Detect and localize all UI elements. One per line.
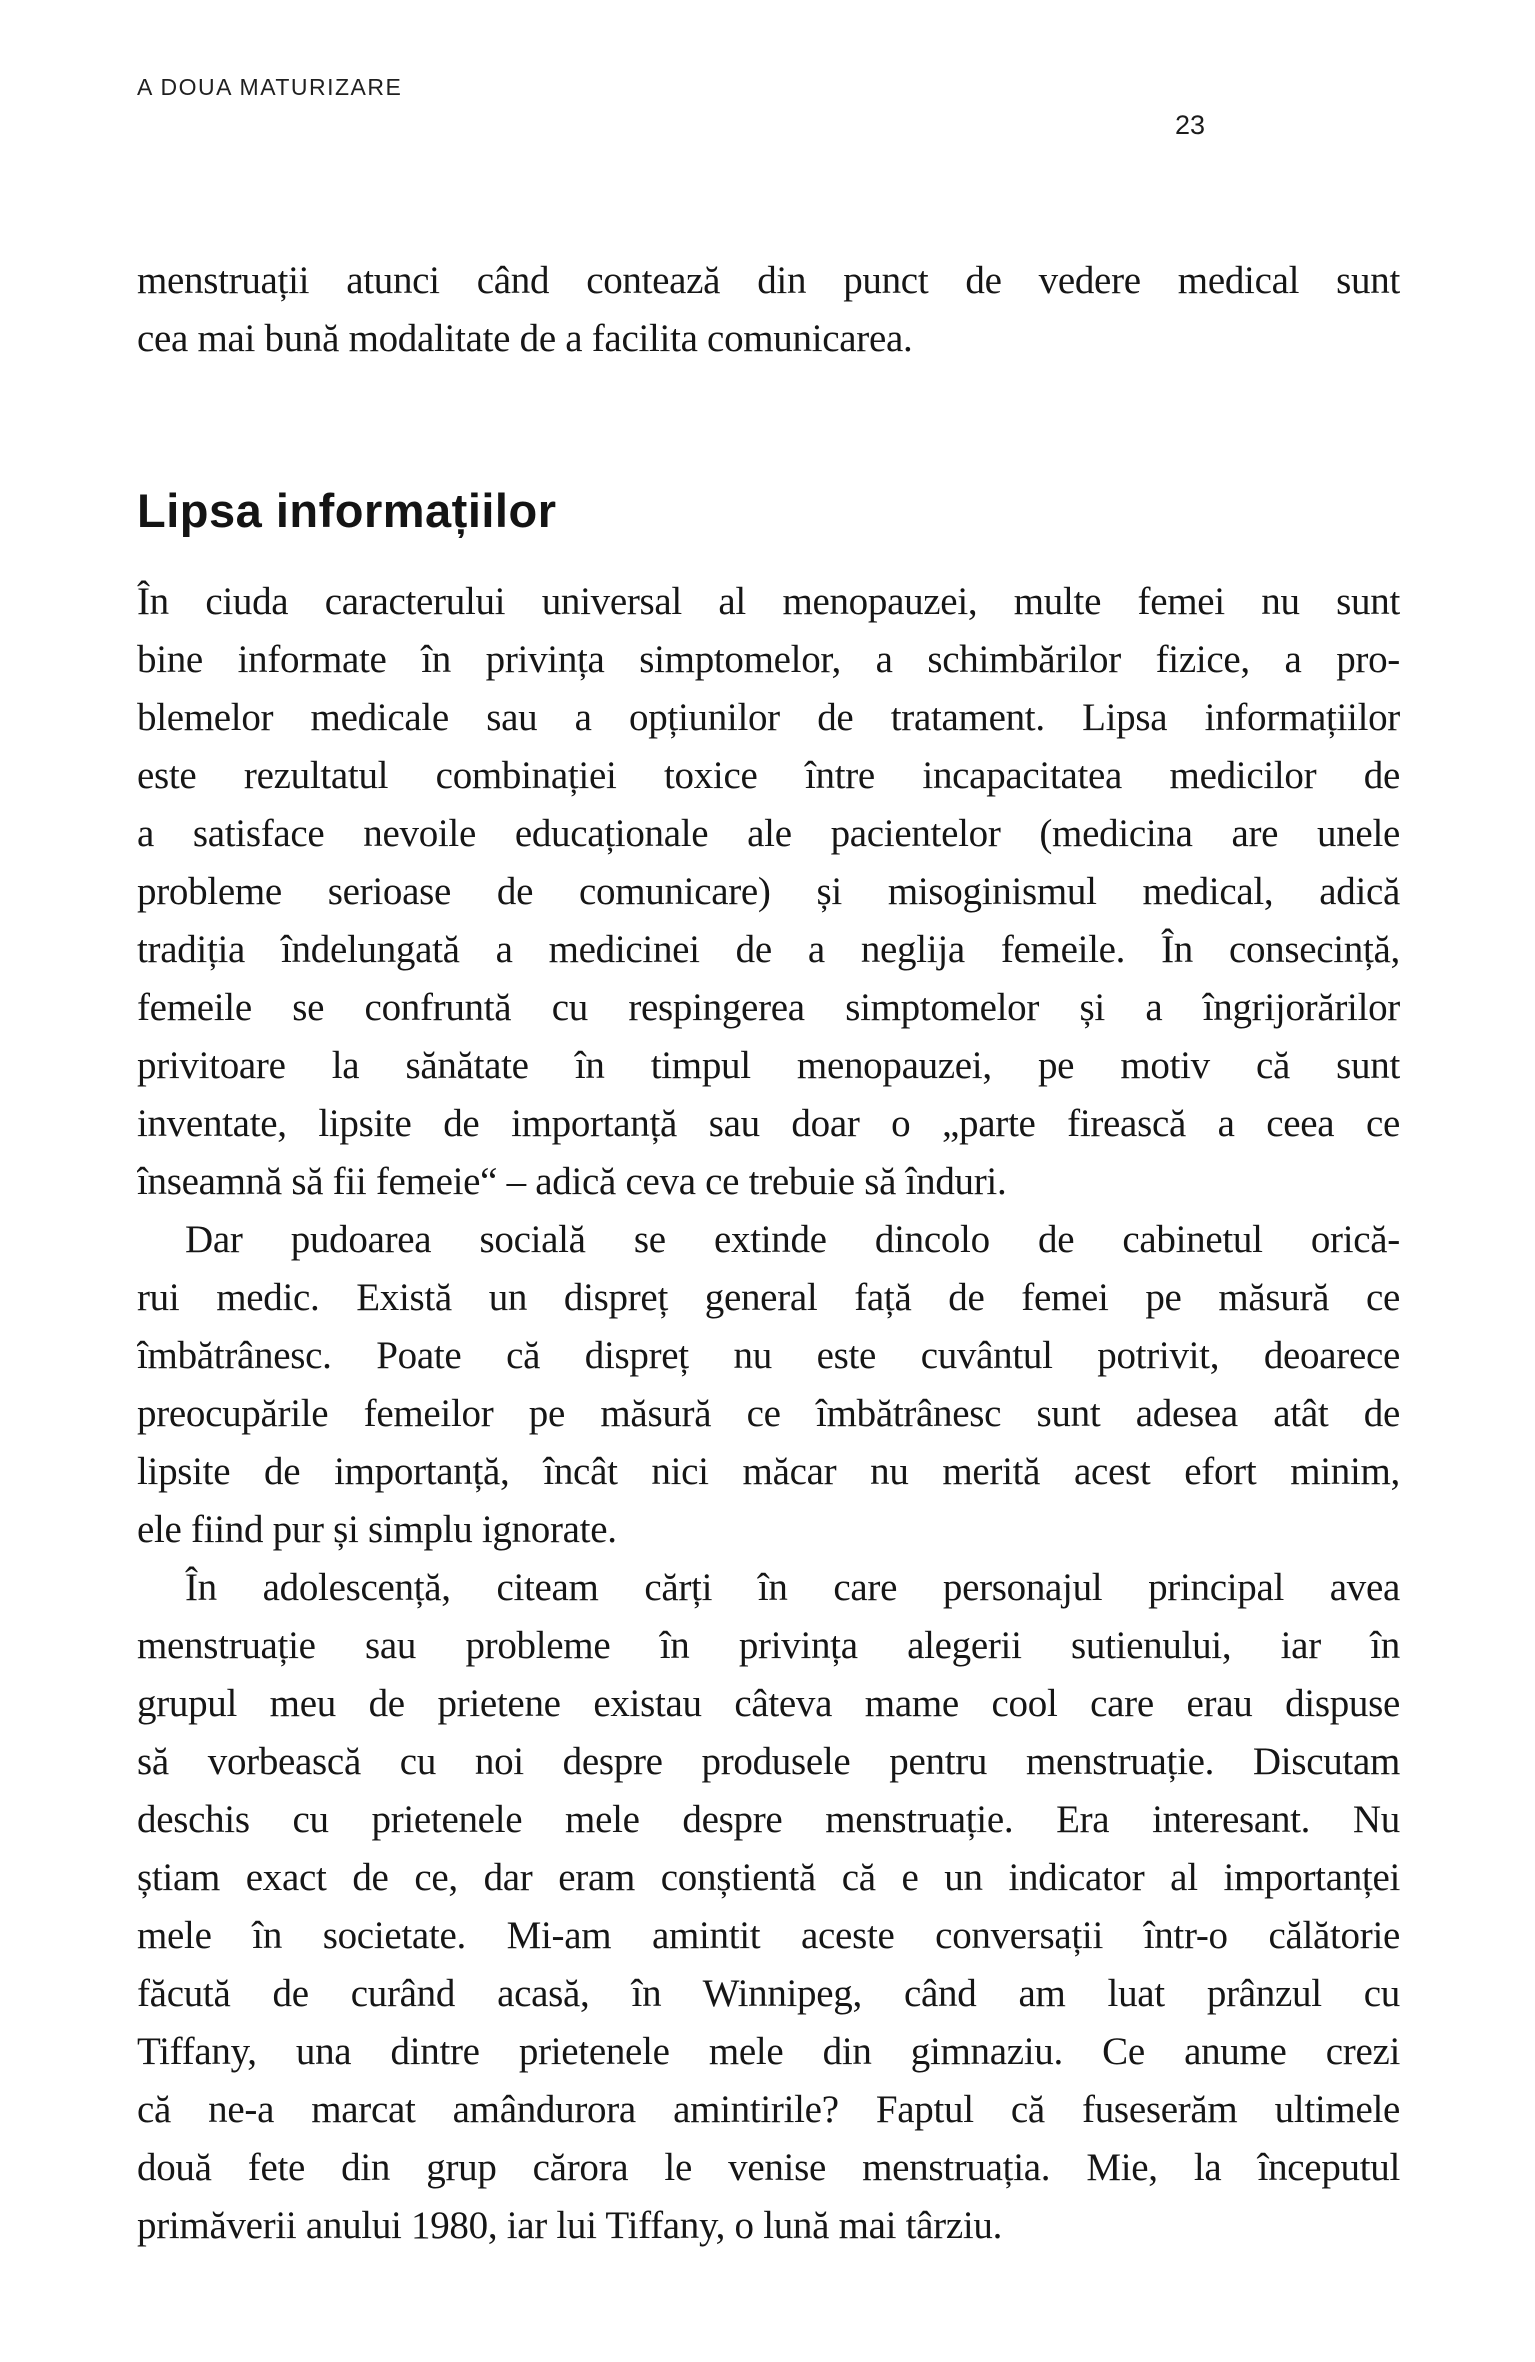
text-line: înseamnă să fii femeie“ – adică ceva ce trebuie să înduri. xyxy=(137,1160,1007,1203)
text-line: cea mai bună modalitate de a facilita comunicarea. xyxy=(137,317,913,360)
text-line: Tiffany, una dintre prietenele mele din gimnaziu. Ce anume crezi xyxy=(137,2030,1400,2073)
text-line: ele fiind pur și simplu ignorate. xyxy=(137,1508,617,1551)
body-paragraph xyxy=(137,573,1400,1211)
text-line: preocupările femeilor pe măsură ce îmbătrânesc sunt adesea atât de xyxy=(137,1392,1400,1435)
text-line: probleme serioase de comunicare) și misoginismul medical, adică xyxy=(137,870,1400,913)
text-line: făcută de curând acasă, în Winnipeg, când am luat prânzul cu xyxy=(137,1972,1400,2015)
body-paragraph xyxy=(137,1211,1400,1559)
text-line: rui medic. Există un dispreț general față de femei pe măsură ce xyxy=(137,1276,1400,1319)
text-line: menstruații atunci când contează din punct de vedere medical sunt xyxy=(137,259,1400,302)
text-line: blemelor medicale sau a opțiunilor de tratament. Lipsa informațiilor xyxy=(137,696,1400,739)
page-number: 23 xyxy=(1175,110,1206,140)
text-line: tradiția îndelungată a medicinei de a neglija femeile. În consecință, xyxy=(137,928,1400,971)
body-paragraph xyxy=(137,1559,1400,2255)
text-line: îmbătrânesc. Poate că dispreț nu este cuvântul potrivit, deoarece xyxy=(137,1334,1400,1377)
text-line: În adolescență, citeam cărți în care personajul principal avea xyxy=(185,1566,1400,1609)
text-line: În ciuda caracterului universal al menopauzei, multe femei nu sunt xyxy=(137,580,1400,623)
text-line: știam exact de ce, dar eram conștientă că e un indicator al importanței xyxy=(137,1856,1400,1899)
text-line: bine informate în privința simptomelor, a schimbărilor fizice, a pro- xyxy=(137,638,1400,681)
running-title: A DOUA MATURIZARE xyxy=(137,74,403,100)
text-line: menstruație sau probleme în privința alegerii sutienului, iar în xyxy=(137,1624,1400,1667)
text-line: a satisface nevoile educaționale ale pacientelor (medicina are unele xyxy=(137,812,1400,855)
text-line: deschis cu prietenele mele despre menstruație. Era interesant. Nu xyxy=(137,1798,1400,1841)
text-line: lipsite de importanță, încât nici măcar nu merită acest efort minim, xyxy=(137,1450,1400,1493)
text-line: primăverii anului 1980, iar lui Tiffany, o lună mai târziu. xyxy=(137,2204,1003,2247)
text-line: privitoare la sănătate în timpul menopauzei, pe motiv că sunt xyxy=(137,1044,1400,1087)
section-heading: Lipsa informațiilor xyxy=(137,484,557,537)
body-paragraph xyxy=(137,252,1400,368)
text-column xyxy=(137,252,1400,2255)
text-line: inventate, lipsite de importanță sau doar o „parte firească a ceea ce xyxy=(137,1102,1400,1145)
text-line: că ne-a marcat amândurora amintirile? Faptul că fuseserăm ultimele xyxy=(137,2088,1400,2131)
text-line: mele în societate. Mi-am amintit aceste conversații într-o călătorie xyxy=(137,1914,1400,1957)
text-line: două fete din grup cărora le venise menstruația. Mie, la începutul xyxy=(137,2146,1400,2189)
text-line: grupul meu de prietene existau câteva mame cool care erau dispuse xyxy=(137,1682,1400,1725)
text-line: să vorbească cu noi despre produsele pentru menstruație. Discutam xyxy=(137,1740,1400,1783)
text-line: Dar pudoarea socială se extinde dincolo de cabinetul orică- xyxy=(185,1218,1400,1261)
text-line: este rezultatul combinației toxice între incapacitatea medicilor de xyxy=(137,754,1400,797)
text-line: femeile se confruntă cu respingerea simptomelor și a îngrijorărilor xyxy=(137,986,1400,1029)
